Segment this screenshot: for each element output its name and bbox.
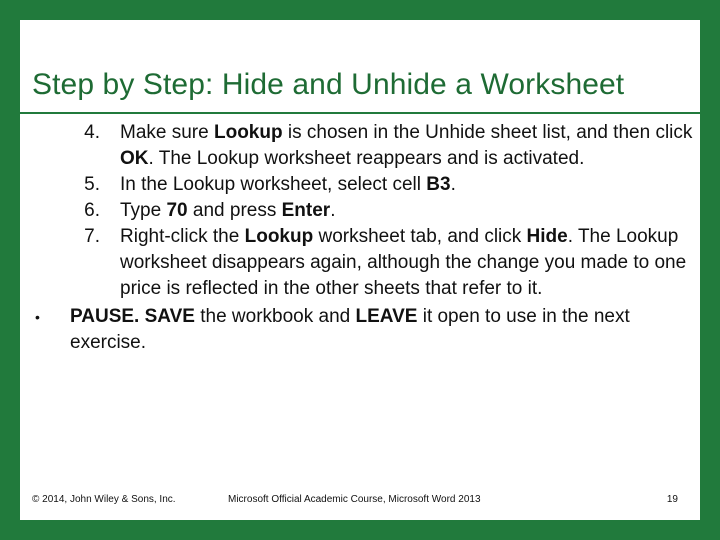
bold-run: PAUSE. SAVE xyxy=(70,306,195,327)
bold-run: LEAVE xyxy=(355,306,418,327)
step-number: 5. xyxy=(84,174,100,195)
text-run: it open to use in the next exercise. xyxy=(70,306,630,353)
text-run: Right-click the xyxy=(120,226,245,247)
step-item xyxy=(20,224,700,302)
text-run: In the Lookup worksheet, select cell xyxy=(120,174,427,195)
footer-page-number: 19 xyxy=(666,494,678,505)
slide-title: Step by Step: Hide and Unhide a Worksheet xyxy=(32,68,625,101)
text-run: and press xyxy=(187,200,282,221)
footer-copyright: © 2014, John Wiley & Sons, Inc. xyxy=(32,494,176,505)
text-run: . xyxy=(450,174,456,195)
bullet-icon: • xyxy=(35,309,40,325)
bullet-text xyxy=(70,306,630,353)
bold-run: OK xyxy=(120,148,149,169)
title-divider xyxy=(20,112,700,114)
text-run: Type xyxy=(120,200,167,221)
bold-run: Enter xyxy=(281,200,331,221)
step-item xyxy=(20,120,700,172)
step-number: 7. xyxy=(84,226,100,247)
text-run: is chosen in the Unhide sheet list, and then click xyxy=(282,122,693,143)
bold-run: Hide xyxy=(526,226,568,247)
bold-run: B3 xyxy=(426,174,451,195)
step-text xyxy=(120,122,692,169)
step-item xyxy=(20,198,700,224)
step-text xyxy=(120,200,335,221)
bullet-item xyxy=(20,304,700,356)
step-text xyxy=(120,174,456,195)
footer-course: Microsoft Official Academic Course, Microsoft Word 2013 xyxy=(228,494,481,505)
slide xyxy=(20,20,700,520)
step-text xyxy=(120,226,686,299)
slide-body xyxy=(20,120,700,356)
bold-run: Lookup xyxy=(244,226,314,247)
text-run: worksheet tab, and click xyxy=(313,226,527,247)
text-run: . The Lookup worksheet reappears and is activated. xyxy=(148,148,585,169)
text-run: Make sure xyxy=(120,122,214,143)
step-number: 6. xyxy=(84,200,100,221)
text-run: the workbook and xyxy=(194,306,356,327)
bold-run: Lookup xyxy=(213,122,283,143)
step-item xyxy=(20,172,700,198)
step-number: 4. xyxy=(84,122,100,143)
text-run: . xyxy=(330,200,336,221)
text-run: . The Lookup worksheet disappears again, although the change you made to one price is reflected in the other sheets that refer to it. xyxy=(120,226,687,299)
bold-run: 70 xyxy=(166,200,188,221)
